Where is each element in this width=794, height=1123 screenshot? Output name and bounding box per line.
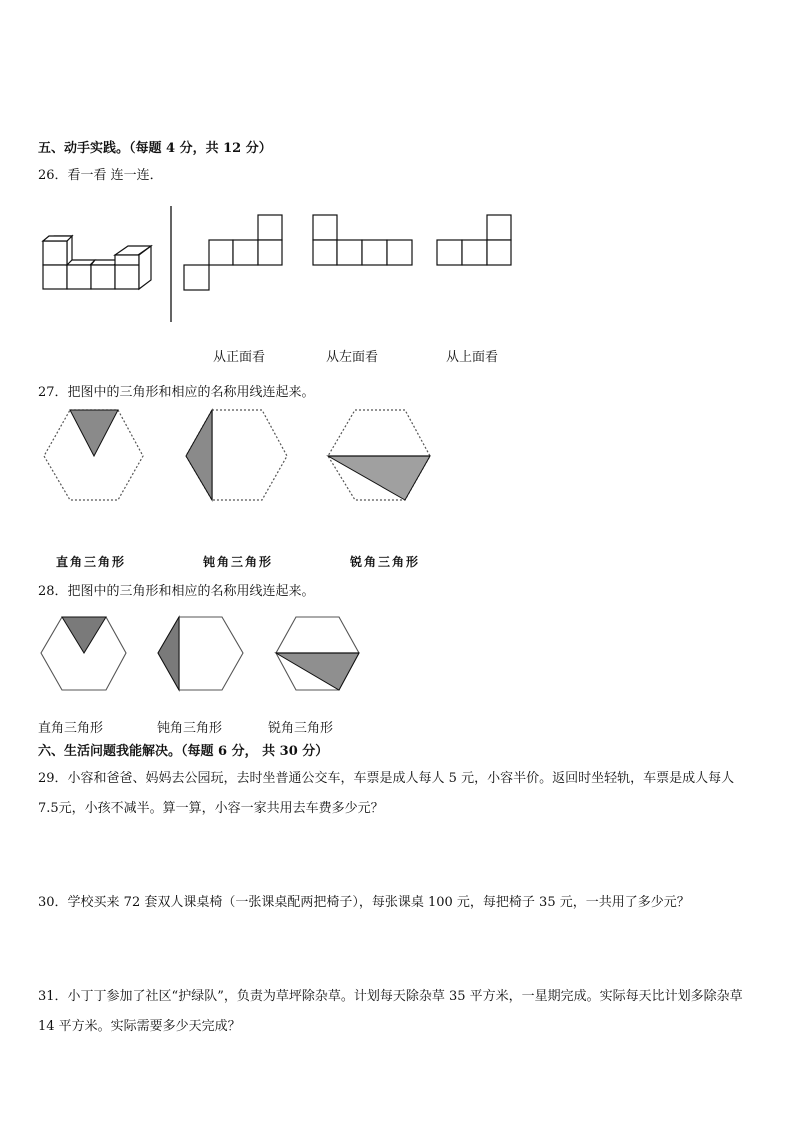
view-label-top: 从上面看 <box>446 350 499 365</box>
q28-shaded-triangle-3 <box>276 653 359 690</box>
q27-shaded-triangle-1 <box>70 410 118 456</box>
q28-label-obtuse-triangle: 钝角三角形 <box>157 721 223 736</box>
question-26-prompt: 26．看一看 连一连． <box>38 168 163 183</box>
section-five-heading: 五、动手实践。（每题 4 分，共 12 分） <box>38 141 272 156</box>
q27-label-right-triangle: 直角三角形 <box>56 555 127 569</box>
q27-hexagon-3 <box>328 410 430 500</box>
q27-label-obtuse-triangle: 钝角三角形 <box>203 555 274 569</box>
question-29-text: 29．小容和爸爸、妈妈去公园玩，去时坐普通公交车，车票是成人每人 5 元，小容半价。返回时坐轻轨，车票是成人每人 7.5元，小孩不减半。算一算，小容一家共用去车费多少元？ <box>38 771 735 816</box>
q28-label-acute-triangle: 锐角三角形 <box>268 721 334 736</box>
q27-label-acute-triangle: 锐角三角形 <box>350 555 421 569</box>
question-28-prompt: 28．把图中的三角形和相应的名称用线连起来。 <box>38 584 315 599</box>
q28-shaded-triangle-2 <box>158 617 179 690</box>
view-shape-3 <box>437 215 511 265</box>
view-label-left: 从左面看 <box>326 350 379 365</box>
section-six-heading: 六、生活问题我能解决。（每题 6 分， 共 30 分） <box>38 744 329 759</box>
question-27-prompt: 27．把图中的三角形和相应的名称用线连起来。 <box>38 385 315 400</box>
view-label-front: 从正面看 <box>213 350 266 365</box>
q27-shaded-triangle-3 <box>328 456 430 500</box>
q28-shaded-triangle-1 <box>62 617 106 653</box>
question-30-text: 30．学校买来 72 套双人课桌椅（一张课桌配两把椅子），每张课桌 100 元，每把椅子 35 元，一共用了多少元？ <box>38 895 690 910</box>
q28-label-right-triangle: 直角三角形 <box>38 721 104 736</box>
view-shape-2 <box>313 215 412 265</box>
question-31-text: 31．小丁丁参加了社区“护绿队”，负责为草坪除杂草。计划每天除杂草 35 平方米，一星期完成。实际每天比计划多除杂草 14 平方米。实际需要多少天完成？ <box>38 989 743 1034</box>
view-shape-1 <box>184 215 282 290</box>
q27-shaded-triangle-2 <box>186 410 212 500</box>
